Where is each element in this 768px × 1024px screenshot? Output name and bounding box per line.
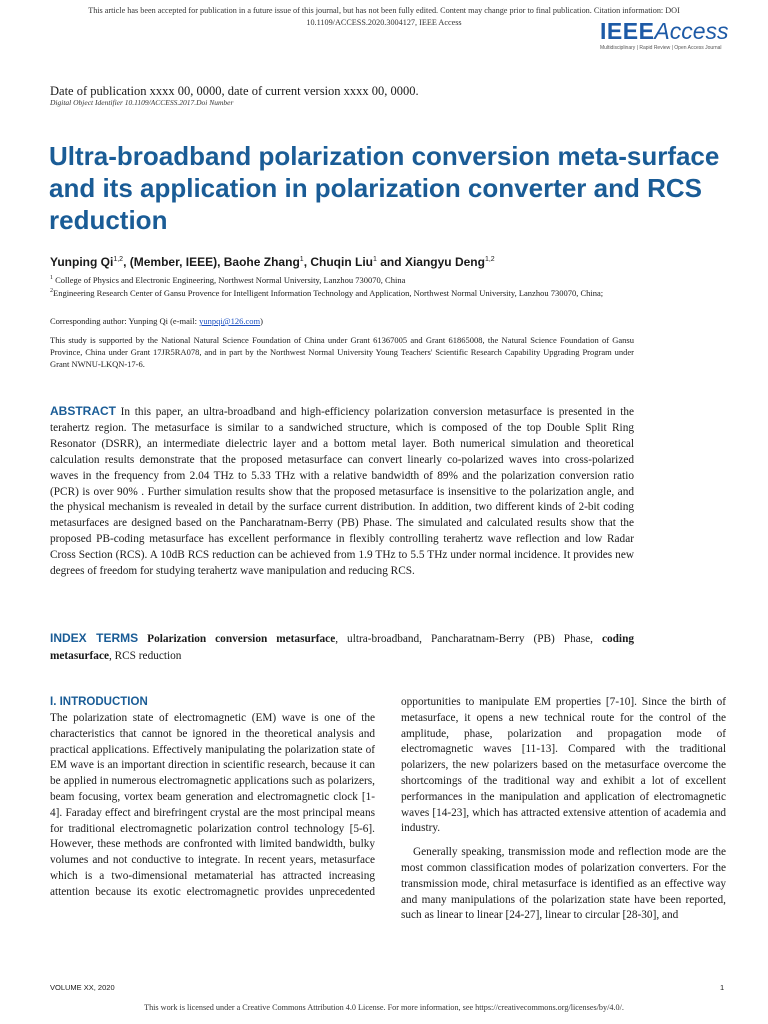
ieee-access-logo	[600, 18, 730, 58]
abstract-heading: ABSTRACT	[50, 404, 116, 418]
logo-ieee-text: IEEE	[600, 18, 655, 44]
author-4-affil: 1,2	[484, 256, 495, 263]
intro-paragraph-2: Generally speaking, transmission mode and reflection mode are the most common classification modes of polarization converters. For the transmission mode, chiral metasurface is identified as an effective way and many manipulations of the polarization state have been reported, such as linear to linear [24-27], linear to circular [28-30], and	[401, 846, 726, 922]
author-1: Yunping Qi	[50, 255, 114, 269]
author-and: and	[376, 255, 405, 269]
author-2: Baohe Zhang	[223, 255, 300, 269]
intro-paragraph-continued: opportunities to manipulate EM properties [7-10]. Since the birth of metasurface, it opens a new technical route for the control of the amplitude, phase, polarization and propagation mode of electromagnetic waves [11-13]. Compared with the traditional polarizers, the new polarizers based on the metasurface overcome the shortcomings of the traditional way and exhibit a lot of excellent performances in the manipulation and application of electromagnetic waves [14-23], which has attracted extensive attention of academia and industry.	[401, 696, 726, 835]
index-term-bold-2: coding metasurface	[50, 633, 634, 662]
section-heading-introduction: I. INTRODUCTION	[50, 696, 148, 708]
intro-column-2	[401, 695, 726, 924]
author-list	[50, 255, 730, 269]
author-separator: ,	[303, 255, 311, 269]
corresponding-prefix: Corresponding author: Yunping Qi (e-mail:	[50, 316, 200, 326]
license-notice: This work is licensed under a Creative Commons Attribution 4.0 License. For more information, see https://creativecommons.org/licenses/by/4.0/.	[144, 1003, 624, 1012]
author-3-affil: 1	[373, 256, 377, 263]
affiliation-2-text: Engineering Research Center of Gansu Provence for Intelligent Information Technology and Application, Northwest Normal University, Lanzhou 730070, China;	[53, 287, 604, 298]
corresponding-suffix: )	[260, 316, 263, 326]
abstract-text: In this paper, an ultra-broadband and high-efficiency polarization conversion metasurface is presented in the terahertz region. The metasurface is similar to a sandwiched structure, which is composed of the top Double Split Ring Resonator (DSRR), an intermediate dielectric layer and a bottom metal layer. Both numerical simulation and theoretical calculation results demonstrate that the proposed metasurface can convert linearly co-polarized waves into cross-polarized waves in the frequency from 2.04 THz to 5.33 THz with a relative bandwidth of 89% and the polarization conversion ratio (PCR) is over 90% . Further simulation results show that the proposed metasurface is insensitive to the polarization angle, and the physical mechanism is revealed in detail by the surface current distribution. In addition, two different kinds of 2-bit coding metasurfaces are designed based on the Pancharatnam-Berry (PB) Phase. The simulated and calculated results show that the proposed PB-coding metasurface has excellent performance in flexibly controlling terahertz wave reflection and low Radar Cross Section (RCS). A 10dB RCS reduction can be achieved from 1.9 THz to 5.5 THz under normal incidence. It provides new degrees of freedom for studying terahertz wave manipulation and reducing RCS.	[50, 406, 634, 578]
logo-access-text: Access	[654, 18, 729, 44]
index-term-text-1: , ultra-broadband, Pancharatnam-Berry (PB) Phase,	[335, 633, 602, 645]
index-terms	[50, 630, 634, 665]
notice-line-2: 10.1109/ACCESS.2020.3004127, IEEE Access	[306, 18, 462, 27]
author-1-affil: 1,2	[113, 256, 124, 263]
logo-tagline: Multidisciplinary | Rapid Review | Open Access Journal	[600, 45, 722, 51]
author-1-role: , (Member, IEEE),	[123, 255, 224, 269]
index-terms-heading: INDEX TERMS	[50, 631, 139, 645]
author-2-affil: 1	[299, 256, 304, 263]
paper-title: Ultra-broadband polarization conversion meta-surface and its application in polarization converter and RCS reduction	[49, 141, 720, 235]
doi-line: Digital Object Identifier 10.1109/ACCESS.2017.Doi Number	[50, 98, 234, 107]
affiliation-2-number: 2	[50, 288, 53, 294]
author-4: Xiangyu Deng	[404, 255, 485, 269]
page-number: 1	[720, 983, 725, 992]
author-3: Chuqin Liu	[310, 255, 374, 269]
corresponding-author	[50, 316, 263, 326]
notice-line-1: This article has been accepted for publication in a future issue of this journal, but has not been fully edited. Content may change prior to final publication. Citation information: DOI	[88, 6, 680, 15]
affiliation-1-number: 1	[50, 275, 53, 281]
abstract	[50, 404, 634, 580]
corresponding-email-link[interactable]: yunpqi@126.com	[199, 316, 261, 326]
index-term-bold-1: Polarization conversion metasurface	[138, 633, 336, 645]
funding-statement: This study is supported by the National Natural Science Foundation of China under Grant 61367005 and Grant 61865008, the Natural Science Foundation of Gansu Province, China under Grant 17JR5RA078, and in part by the Northwest Normal University Young Teachers' Scientific Research Capability Upgrading Program under Grant NWNU-LKQN-17-6.	[50, 335, 634, 369]
footer-volume: VOLUME XX, 2020	[50, 983, 115, 992]
affiliation-2	[50, 285, 630, 300]
publication-date: Date of publication xxxx 00, 0000, date of current version xxxx 00, 0000.	[50, 84, 419, 98]
intro-column-1: The polarization state of electromagnetic (EM) wave is one of the characteristics that cannot be ignored in the theoretical analysis and practical applications. Effectively manipulating the polarization state of EM wave is an important direction in scientific research, because it can be applied in numerous electromagnetic applications such as polarizers, beam focusing, vortex beam generation and electromagnetic clock [1-4]. Faraday effect and birefringent crystal are the most principal means for traditional electromagnetic polarization control technology [5-6]. However, these methods are confronted with limited bandwidth, bulky volumes and not conductive to integrate. In recent years, metasurface which is a two-dimensional metamaterial has attracted increasing attention because its exotic electromagnetic provides unprecedented	[50, 712, 375, 898]
index-term-text-2: , RCS reduction	[108, 650, 182, 662]
affiliation-1-text: College of Physics and Electronic Engineering, Northwest Normal University, Lanzhou 730070, China	[55, 274, 406, 285]
